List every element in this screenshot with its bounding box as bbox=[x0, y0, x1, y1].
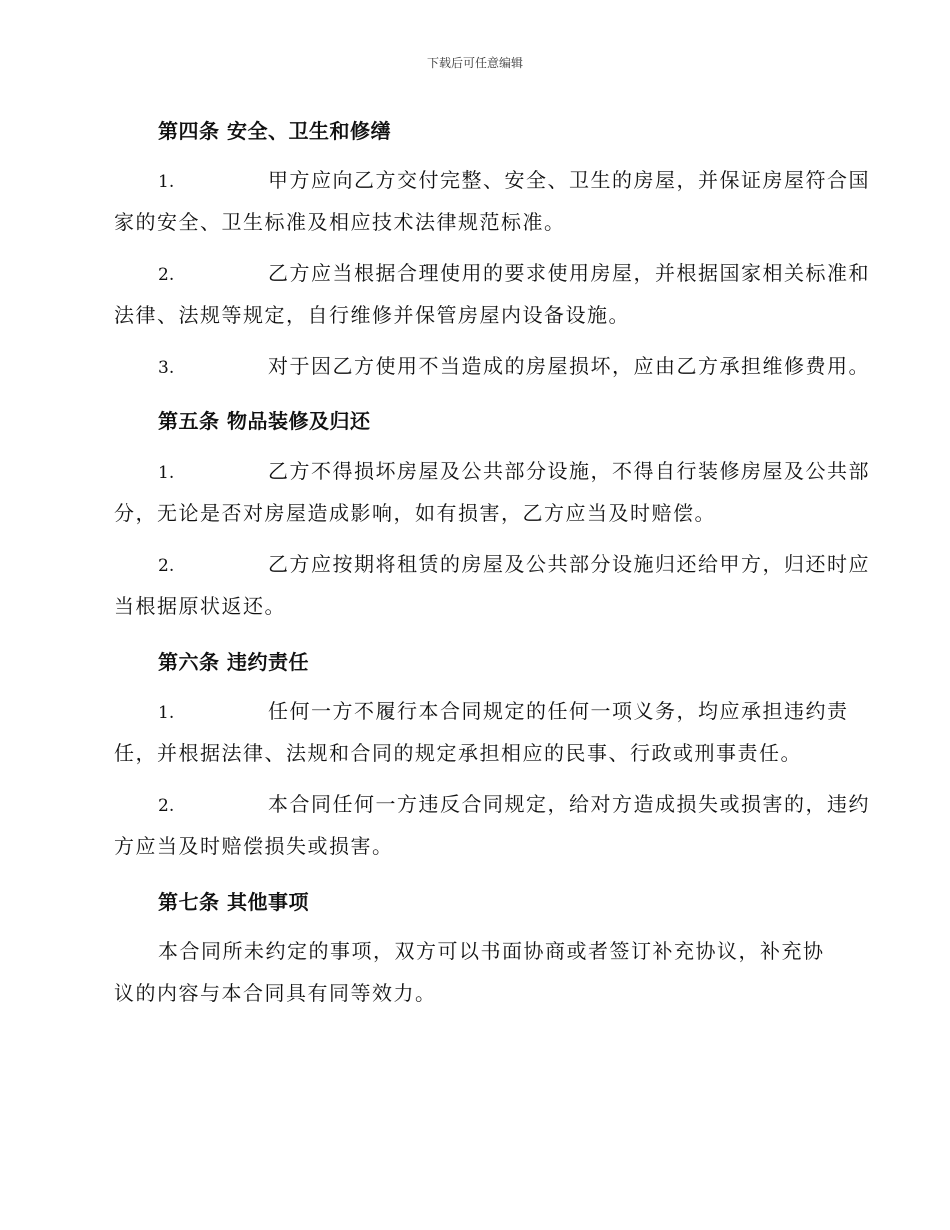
section-4-title: 第四条 安全、卫生和修缮 bbox=[158, 119, 391, 143]
item-text: 乙方不得损坏房屋及公共部分设施，不得自行装修房屋及公共部 bbox=[268, 459, 870, 483]
item-text: 乙方应按期将租赁的房屋及公共部分设施归还给甲方，归还时应 bbox=[268, 552, 870, 576]
header-note: 下载后可任意编辑 bbox=[426, 56, 523, 70]
section-4-item-3 bbox=[114, 352, 870, 394]
item-number: 1. bbox=[158, 172, 175, 192]
item-text: 家的安全、卫生标准及相应技术法律规范标准。 bbox=[114, 210, 566, 234]
item-text: 对于因乙方使用不当造成的房屋损坏，应由乙方承担维修费用。 bbox=[268, 354, 870, 378]
item-text: 任何一方不履行本合同规定的任何一项义务，均应承担违约责 bbox=[268, 699, 849, 723]
section-6-item-2 bbox=[114, 790, 870, 874]
section-7-paragraph bbox=[114, 937, 834, 1021]
section-5-item-2 bbox=[114, 550, 870, 634]
section-4-item-2 bbox=[114, 259, 870, 343]
section-7-title: 第七条 其他事项 bbox=[158, 890, 309, 914]
section-6-item-1 bbox=[114, 697, 849, 781]
item-number: 1. bbox=[158, 463, 175, 483]
item-number: 2. bbox=[158, 796, 175, 816]
paragraph-text: 议的内容与本合同具有同等效力。 bbox=[114, 981, 437, 1005]
item-number: 3. bbox=[158, 358, 175, 378]
section-6-title: 第六条 违约责任 bbox=[158, 650, 309, 674]
item-number: 2. bbox=[158, 556, 175, 576]
section-5-title: 第五条 物品装修及归还 bbox=[158, 409, 371, 433]
item-text: 分，无论是否对房屋造成影响，如有损害，乙方应当及时赔偿。 bbox=[114, 501, 716, 525]
item-text: 乙方应当根据合理使用的要求使用房屋，并根据国家相关标准和 bbox=[268, 261, 870, 285]
item-text: 甲方应向乙方交付完整、安全、卫生的房屋，并保证房屋符合国 bbox=[268, 168, 870, 192]
item-number: 1. bbox=[158, 703, 175, 723]
item-text: 本合同任何一方违反合同规定，给对方造成损失或损害的，违约 bbox=[268, 792, 870, 816]
section-4-item-1 bbox=[114, 166, 870, 250]
item-number: 2. bbox=[158, 265, 175, 285]
item-text: 任，并根据法律、法规和合同的规定承担相应的民事、行政或刑事责任。 bbox=[114, 741, 802, 765]
item-text: 方应当及时赔偿损失或损害。 bbox=[114, 834, 394, 858]
paragraph-text: 本合同所未约定的事项，双方可以书面协商或者签订补充协议，补充协 bbox=[158, 939, 825, 963]
item-text: 当根据原状返还。 bbox=[114, 594, 286, 618]
item-text: 法律、法规等规定，自行维修并保管房屋内设备设施。 bbox=[114, 303, 630, 327]
section-5-item-1 bbox=[114, 457, 870, 541]
